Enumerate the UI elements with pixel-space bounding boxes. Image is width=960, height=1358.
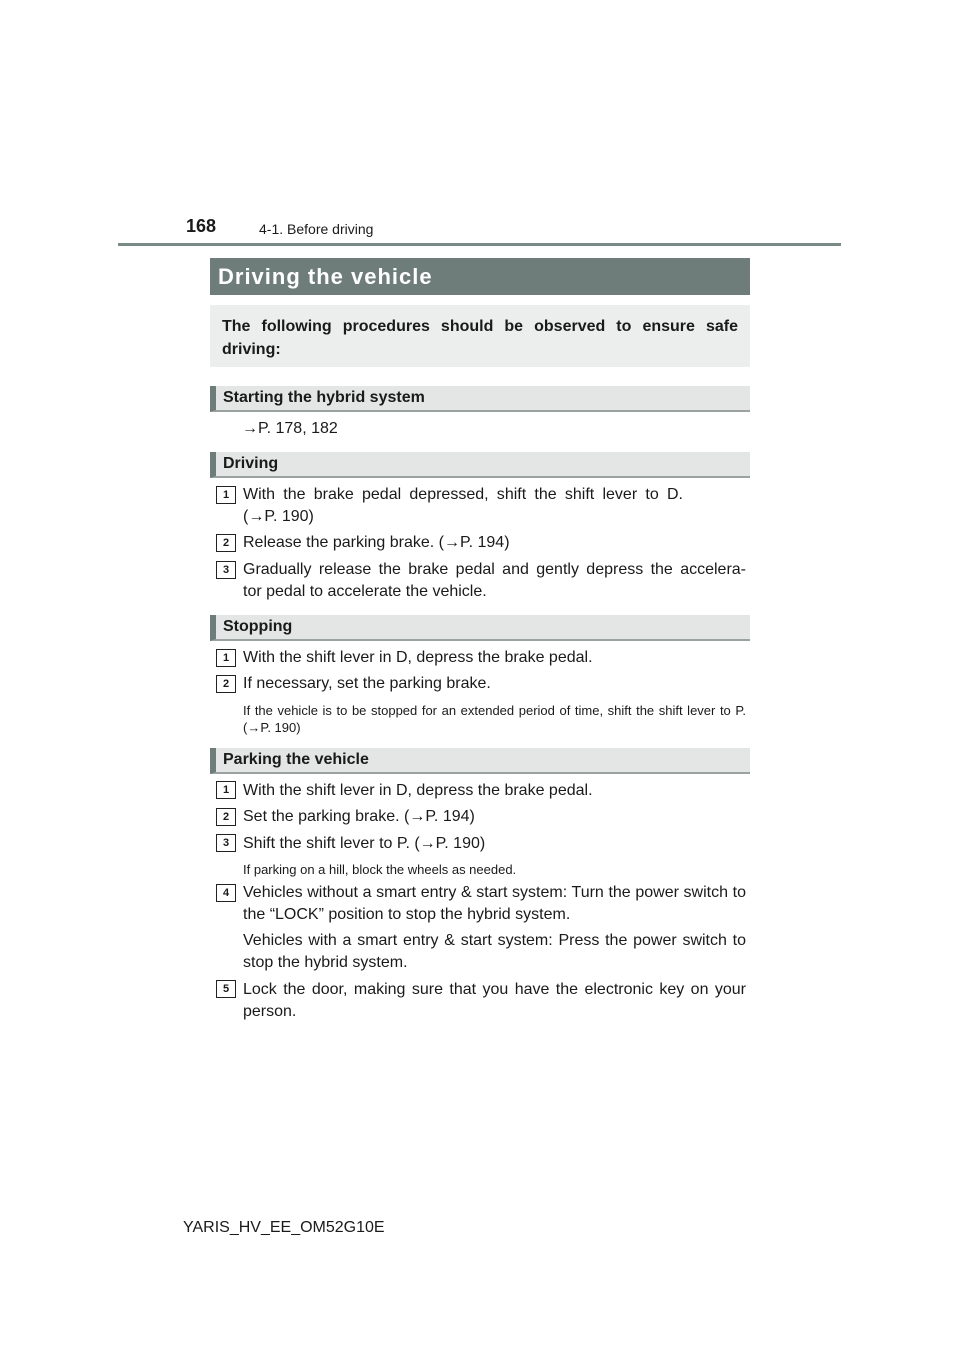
parking-step-5: Lock the door, making sure that you have the electronic key on your person. xyxy=(243,981,746,1020)
header-divider xyxy=(118,243,841,246)
document-code-footer: YARIS_HV_EE_OM52G10E xyxy=(183,1219,385,1236)
stopping-step-1: With the shift lever in D, depress the brake pedal. xyxy=(243,649,593,666)
heading-stopping: Stopping xyxy=(210,615,750,641)
stopping-note: If the vehicle is to be stopped for an extended period of time, shift the shift lever to P. (→P. 190) xyxy=(243,703,746,735)
step-number-badge: 4 xyxy=(216,884,236,902)
driving-step-3-line-1: Gradually release the brake pedal and gently depress the accelera- xyxy=(243,561,746,578)
step-number-badge: 1 xyxy=(216,649,236,667)
step-number-badge: 2 xyxy=(216,808,236,826)
starting-page-ref: →P. 178, 182 xyxy=(242,420,338,437)
parking-step-4: Vehicles without a smart entry & start system: Turn the power switch to the “LOCK” position to stop the hybrid system. xyxy=(243,884,746,923)
step-number-badge: 2 xyxy=(216,534,236,552)
parking-step-2: Set the parking brake. (→P. 194) xyxy=(243,808,475,825)
step-number-badge: 1 xyxy=(216,781,236,799)
stopping-step-2: If necessary, set the parking brake. xyxy=(243,675,491,692)
step-number-badge: 2 xyxy=(216,675,236,693)
step-number-badge: 3 xyxy=(216,561,236,579)
parking-step-3: Shift the shift lever to P. (→P. 190) xyxy=(243,835,486,852)
parking-step-4-smart-entry: Vehicles with a smart entry & start system: Press the power switch to stop the hybrid system. xyxy=(243,932,746,971)
page-number: 168 xyxy=(186,216,217,236)
heading-driving: Driving xyxy=(210,452,750,478)
parking-step-1: With the shift lever in D, depress the brake pedal. xyxy=(243,782,593,799)
driving-step-3 xyxy=(243,559,746,603)
heading-parking-vehicle: Parking the vehicle xyxy=(210,748,750,774)
heading-starting-hybrid-system: Starting the hybrid system xyxy=(210,386,750,412)
intro-box: The following procedures should be observed to ensure safe driving: xyxy=(210,305,750,367)
driving-step-3-line-2: tor pedal to accelerate the vehicle. xyxy=(243,583,487,600)
step-number-badge: 5 xyxy=(216,980,236,998)
section-breadcrumb: 4-1. Before driving xyxy=(259,221,374,237)
step-number-badge: 1 xyxy=(216,486,236,504)
driving-step-1: With the brake pedal depressed, shift the shift lever to D. (→P. 190) xyxy=(243,486,683,525)
driving-step-2: Release the parking brake. (→P. 194) xyxy=(243,534,510,551)
page-title: Driving the vehicle xyxy=(210,258,750,295)
parking-note: If parking on a hill, block the wheels as needed. xyxy=(243,862,517,877)
step-number-badge: 3 xyxy=(216,834,236,852)
